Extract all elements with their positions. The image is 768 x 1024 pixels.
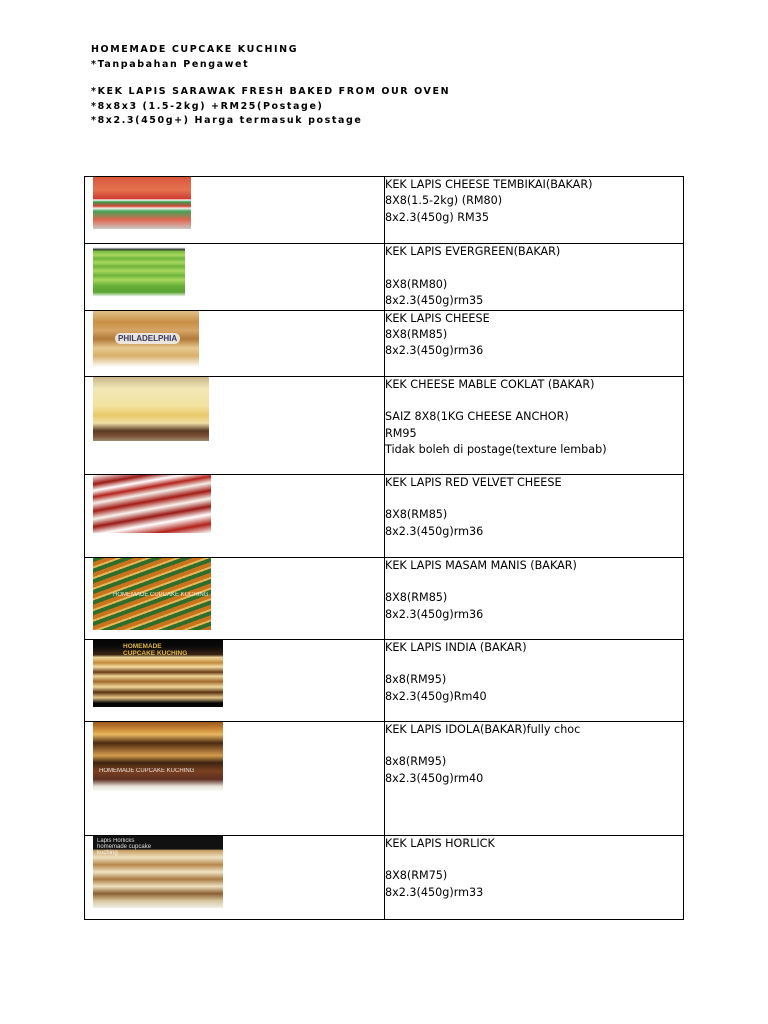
table-row [85, 376, 684, 474]
item-detail: 8x2.3(450g) RM35 [385, 210, 489, 224]
item-detail: 8x2.3(450g)rm36 [385, 344, 484, 358]
table-row [85, 310, 684, 376]
table-row [85, 557, 684, 639]
item-name: KEK CHEESE MABLE COKLAT (BAKAR) [385, 377, 595, 391]
table-row [85, 474, 684, 557]
kek-lapis-evergreen-photo [93, 244, 185, 300]
photo-watermark: HOMEMADE CUPCAKE KUCHING [99, 767, 195, 774]
photo-cell [85, 244, 385, 311]
header-price-note: *8x2.3(450g+) Harga termasuk postage [91, 115, 363, 126]
description-cell [385, 244, 684, 311]
photo-cell [85, 474, 385, 557]
item-detail: RM95 [385, 426, 417, 440]
item-name: KEK LAPIS EVERGREEN(BAKAR) [385, 245, 561, 258]
photo-cell [85, 639, 385, 721]
kek-cheese-mable-coklat-photo [93, 377, 209, 441]
photo-cell [85, 721, 385, 835]
item-detail [385, 852, 683, 868]
photo-watermark: Lapis Horlicks homemade cupcake kuching [97, 837, 152, 856]
kek-lapis-cheese-tembikai-photo [93, 177, 191, 229]
description-cell [385, 557, 684, 639]
item-detail: 8X8(1.5-2kg) (RM80) [385, 194, 503, 208]
item-detail: 8x2.3(450g)rm40 [385, 771, 484, 785]
table-row [85, 244, 684, 311]
header-no-preservative: *Tanpabahan Pengawet [91, 58, 250, 70]
kek-lapis-red-velvet-cheese-photo [93, 475, 211, 533]
photo-cell [85, 376, 385, 474]
description-cell [385, 721, 684, 835]
photo-watermark: HOMEMADE CUPCAKE KUCHING [123, 642, 188, 657]
item-detail [385, 656, 683, 672]
description-cell [385, 639, 684, 721]
document-header [91, 43, 450, 129]
item-name: KEK LAPIS INDIA (BAKAR) [385, 640, 527, 654]
item-detail: 8x8(RM95) [385, 755, 447, 769]
item-detail [385, 393, 683, 409]
item-detail [385, 738, 683, 754]
item-name: KEK LAPIS MASAM MANIS (BAKAR) [385, 558, 577, 572]
item-detail: 8x2.3(450g)rm35 [385, 294, 484, 308]
item-detail [385, 260, 683, 276]
kek-lapis-idola-photo [93, 722, 223, 792]
description-cell [385, 376, 684, 474]
photo-watermark: HOMEMADE CUPCAKE KUCHING [113, 591, 209, 598]
item-name: KEK LAPIS IDOLA(BAKAR)fully choc [385, 722, 581, 736]
item-name: KEK LAPIS CHEESE [385, 311, 490, 325]
item-detail: 8x2.3(450g)rm36 [385, 607, 484, 621]
description-cell [385, 177, 684, 244]
photo-watermark: PHILADELPHIA [115, 333, 180, 344]
description-cell [385, 835, 684, 919]
kek-lapis-horlick-photo [93, 836, 223, 908]
item-detail: SAIZ 8X8(1KG CHEESE ANCHOR) [385, 410, 569, 424]
item-name: KEK LAPIS CHEESE TEMBIKAI(BAKAR) [385, 178, 593, 191]
item-detail: 8X8(RM85) [385, 328, 448, 342]
kek-lapis-cheese-photo [93, 311, 199, 367]
kek-lapis-india-photo [93, 640, 223, 707]
item-detail: 8x8(RM95) [385, 673, 447, 687]
item-detail: 8X8(RM85) [385, 508, 448, 522]
item-detail [385, 574, 683, 590]
photo-cell [85, 557, 385, 639]
item-detail: 8x2.3(450g)rm33 [385, 885, 484, 899]
photo-cell [85, 835, 385, 919]
item-detail [385, 491, 683, 507]
item-name: KEK LAPIS HORLICK [385, 836, 495, 850]
item-detail: 8X8(RM75) [385, 869, 448, 883]
table-row [85, 721, 684, 835]
price-list-table [84, 176, 684, 920]
item-detail: 8x2.3(450g)Rm40 [385, 689, 487, 703]
description-cell [385, 310, 684, 376]
item-detail: 8x2.3(450g)rm36 [385, 524, 484, 538]
photo-cell [85, 177, 385, 244]
header-size-postage: *8x8x3 (1.5-2kg) +RM25(Postage) [91, 100, 324, 112]
table-row [85, 835, 684, 919]
item-detail: 8X8(RM85) [385, 591, 448, 605]
header-title: HOMEMADE CUPCAKE KUCHING [91, 44, 299, 55]
item-detail: Tidak boleh di postage(texture lembab) [385, 443, 607, 457]
table-row [85, 177, 684, 244]
kek-lapis-masam-manis-photo [93, 558, 211, 630]
header-fresh-baked: *KEK LAPIS SARAWAK FRESH BAKED FROM OUR OVEN [91, 86, 451, 97]
photo-cell [85, 310, 385, 376]
description-cell [385, 474, 684, 557]
table-row [85, 639, 684, 721]
item-detail: 8X8(RM80) [385, 277, 448, 291]
item-name: KEK LAPIS RED VELVET CHEESE [385, 475, 562, 489]
